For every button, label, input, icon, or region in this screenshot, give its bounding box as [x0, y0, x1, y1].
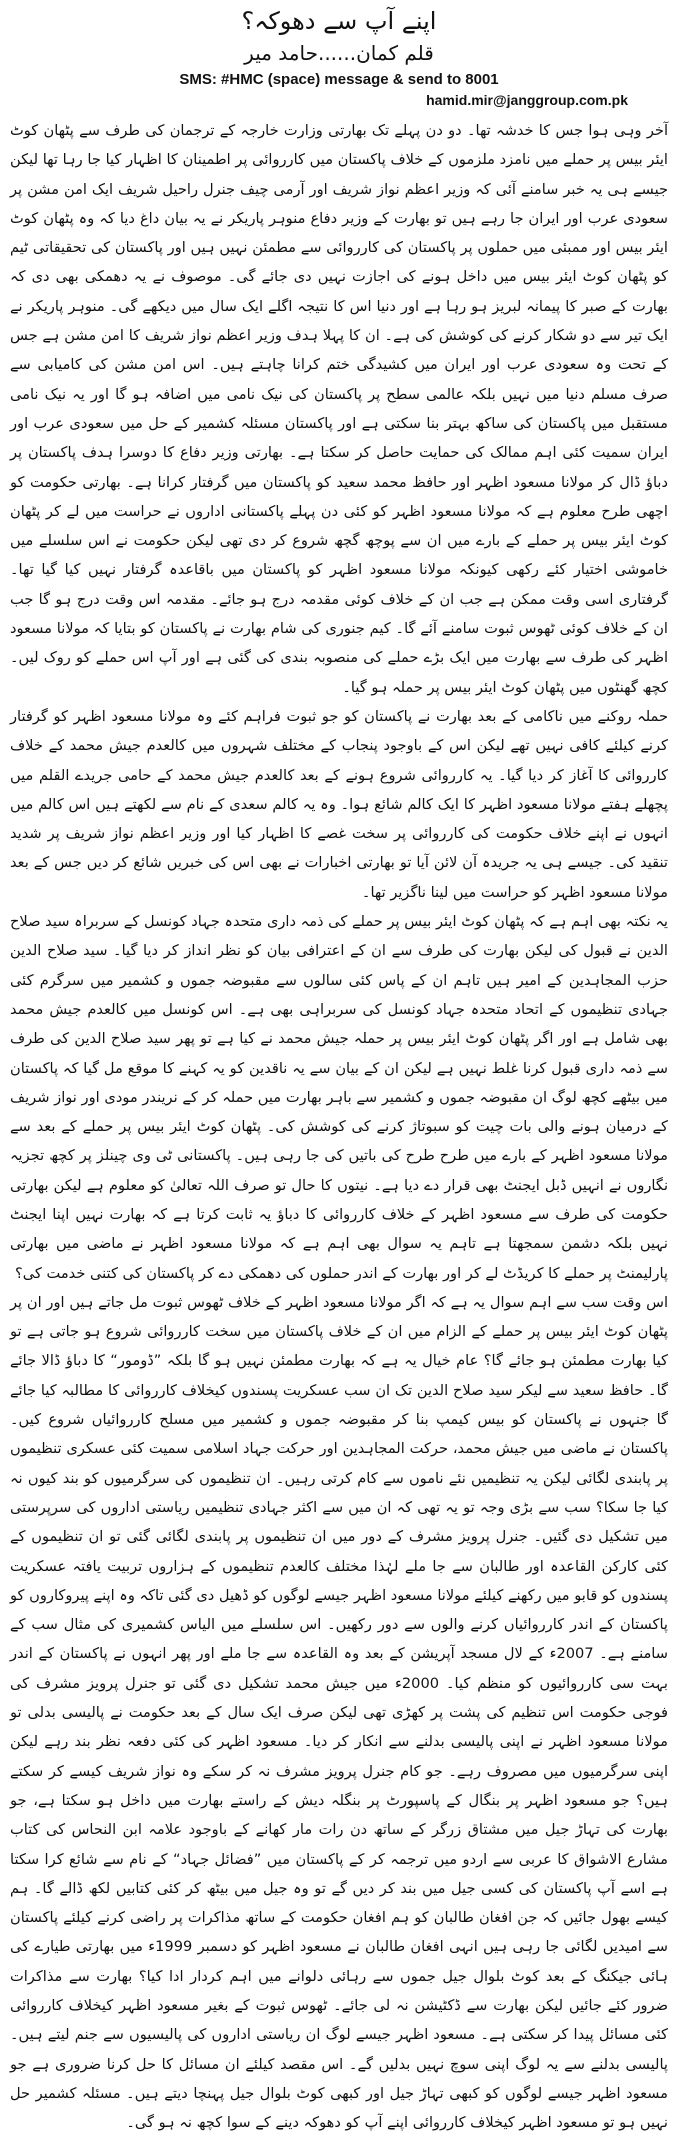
article-header	[10, 4, 668, 110]
paragraph-2: حملہ روکنے میں ناکامی کے بعد بھارت نے پاکستان کو جو ثبوت فراہم کئے وہ مولانا مسعود اظہر کو گرفتار کرنے کیلئے کافی نہیں تھے لیکن اس کے باوجود پنجاب کے مختلف شہروں میں کالعدم جیش محمد کے خلاف کارروائی کا آغاز کر دیا گیا۔ یہ کارروائی شروع ہونے کے بعد کالعدم جیش محمد کے حامی جریدے القلم میں پچھلے ہفتے مولانا مسعود اظہر کا ایک کالم شائع ہوا۔ وہ یہ کالم سعدی کے نام سے لکھتے ہیں اس کالم میں انہوں نے اپنے خلاف حکومت کی کارروائی پر سخت غصے کا اظہار کیا اور وزیر اعظم نواز شریف پر شدید تنقید کی۔ جیسے ہی یہ جریدہ آن لائن آیا تو بھارتی اخبارات نے بھی اس کی خبریں شائع کر دیں جس کے بعد مولانا مسعود اظہر کو حراست میں لینا ناگزیر تھا۔	[10, 707, 668, 901]
author-email: hamid.mir@janggroup.com.pk	[426, 92, 628, 108]
article-byline: قلم کمان......حامد میر	[244, 41, 434, 65]
paragraph-1: آخر وہی ہوا جس کا خدشہ تھا۔ دو دن پہلے تک بھارتی وزارت خارجہ کے ترجمان کی طرف سے پٹھان کوٹ ایئر بیس پر حملے میں نامزد ملزموں کے خلاف پاکستان میں کارروائی پر اطمینان کا اظہار کیا جا رہا تھا لیکن جیسے ہی یہ خبر سامنے آئی کہ وزیر اعظم نواز شریف اور آرمی چیف جنرل راحیل شریف ایک امن مشن پر سعودی عرب اور ایران جا رہے ہیں تو بھارت کے وزیر دفاع منوہر پاریکر نے یہ بیان داغ دیا کہ وہ پٹھان کوٹ ایئر بیس اور ممبئی میں حملوں پر پاکستان کی کارروائی سے مطمئن نہیں ہیں اور پاکستان کی تحقیقاتی ٹیم کو پٹھان کوٹ ایئر بیس میں داخل ہونے کی اجازت نہیں دی جائے گی۔ موصوف نے یہ دھمکی بھی دی کہ بھارت کے صبر کا پیمانہ لبریز ہو رہا ہے اور دنیا اس کا نتیجہ اگلے ایک سال میں دیکھے گی۔ منوہر پاریکر نے ایک تیر سے دو شکار کرنے کی کوشش کی ہے۔ ان کا پہلا ہدف وزیر اعظم نواز شریف کا امن مشن ہے جس کے تحت وہ سعودی عرب اور ایران میں کشیدگی ختم کرانا چاہتے ہیں۔ اس امن مشن کی کامیابی سے صرف مسلم دنیا میں نہیں بلکہ عالمی سطح پر پاکستان کی نیک نامی میں اضافہ ہو گا اور یہ نیک نامی مستقبل میں پاکستان کی ساکھ بہتر بنا سکتی ہے اور پاکستان مسئلہ کشمیر کے حل میں سعودی عرب اور ایران سمیت کئی اہم ممالک کی حمایت حاصل کر سکتا ہے۔ بھارتی وزیر دفاع کا دوسرا ہدف پاکستان پر دباؤ ڈال کر مولانا مسعود اظہر اور حافظ محمد سعید کو پاکستان میں گرفتار کرانا ہے۔ بھارتی حکومت کو اچھی طرح معلوم ہے کہ مولانا مسعود اظہر کو کئی دن پہلے پاکستانی اداروں نے حراست میں لے کر پٹھان کوٹ ایئر بیس پر حملے کے بارے میں ان سے پوچھ گچھ شروع کر دی تھی لیکن حکومت نے اس سلسلے میں خاموشی اختیار کئے رکھی کیونکہ مولانا مسعود اظہر کو پاکستان میں باقاعدہ گرفتار نہیں کیا گیا تھا۔ گرفتاری اسی وقت ممکن ہے جب ان کے خلاف کوئی مقدمہ درج ہو جائے۔ مقدمہ اس وقت درج ہو گا جب ان کے خلاف کوئی ٹھوس ثبوت سامنے آئے گا۔ کیم جنوری کی شام بھارت نے پاکستان کو بتایا کہ مولانا مسعود اظہر کی طرف سے بھارت میں ایک بڑے حملے کی منصوبہ بندی کی گئی ہے اور آپ اس حملے کو روک لیں۔ کچھ گھنٹوں میں پٹھان کوٹ ایئر بیس پر حملہ ہو گیا۔	[10, 122, 668, 696]
paragraph-4: اس وقت سب سے اہم سوال یہ ہے کہ اگر مولانا مسعود اظہر کے خلاف ٹھوس ثبوت مل جاتے ہیں اور ان پر پٹھان کوٹ ایئر بیس پر حملے کے الزام میں ان کے خلاف پاکستان میں سخت کارروائی شروع ہو جاتی ہے تو کیا بھارت مطمئن ہو جائے گا؟ عام خیال یہ ہے کہ بھارت مطمئن نہیں ہو گا بلکہ ”ڈومور“ کا دباؤ ڈالا جائے گا۔ حافظ سعید سے لیکر سید صلاح الدین تک ان سب عسکریت پسندوں کیخلاف کارروائی کا مطالبہ کیا جائے گا جنہوں نے پاکستان کو بیس کیمپ بنا کر مقبوضہ جموں و کشمیر میں مسلح کارروائیاں شروع کیں۔ پاکستان نے ماضی میں جیش محمد، حرکت المجاہدین اور حرکت جہاد اسلامی سمیت کئی عسکری تنظیموں پر پابندی لگائی لیکن یہ تنظیمیں نئے ناموں سے کام کرتی رہیں۔ ان تنظیموں کی سرگرمیوں کو بند کیوں نہ کیا جا سکا؟ سب سے بڑی وجہ تو یہ تھی کہ ان میں سے اکثر جہادی تنظیمیں ریاستی اداروں کی سرپرستی میں تشکیل دی گئیں۔ جنرل پرویز مشرف کے دور میں ان تنظیموں پر پابندی لگائی گئی تو ان تنظیموں کے کئی کارکن القاعدہ اور طالبان سے جا ملے لہٰذا مختلف کالعدم تنظیموں کے ہزاروں تربیت یافتہ عسکریت پسندوں کو قابو میں رکھنے کیلئے مولانا مسعود اظہر جیسے لوگوں کو ڈھیل دی گئی تاکہ وہ اپنے پیروکاروں کو پاکستان کے اندر کارروائیاں کرنے والوں سے دور رکھیں۔ اس سلسلے میں الیاس کشمیری کی مثال سب کے سامنے ہے۔ 2007ء کے لال مسجد آپریشن کے بعد وہ القاعدہ سے جا ملے اور پھر انہوں نے پاکستان کے اندر بہت سی کارروائیوں کو منظم کیا۔ 2000ء میں جیش محمد تشکیل دی گئی تو جنرل پرویز مشرف کی فوجی حکومت اس تنظیم کی پشت پر کھڑی تھی لیکن صرف ایک سال کے بعد حکومت نے پالیسی بدلی تو مولانا مسعود اظہر نے اپنی پالیسی بدلنے سے انکار کر دیا۔ مسعود اظہر کی کئی دفعہ نظر بند رہے لیکن اپنی سرگرمیوں میں مصروف رہے۔ جو کام جنرل پرویز مشرف نہ کر سکے وہ نواز شریف کیسے کر سکتے ہیں؟ جو مسعود اظہر پر بنگال کے پاسپورٹ پر بنگلہ دیش کے راستے بھارت میں داخل ہو سکتا ہے، جو بھارت کی تہاڑ جیل میں مشتاق زرگر کے ساتھ دن رات مار کھانے کے باوجود علامہ ابن النحاس کی کتاب مشارع الاشواق کا عربی سے اردو میں ترجمہ کر کے پاکستان میں ”فضائل جہاد“ کے نام سے شائع کرا سکتا ہے اسے آپ پاکستان کی کسی جیل میں بند کر دیں گے تو وہ جیل میں بیٹھ کر کئی کتابیں لکھ ڈالے گا۔ ہم کیسے بھول جائیں کہ جن افغان طالبان کو ہم افغان حکومت کے ساتھ مذاکرات پر راضی کرنے کیلئے پاکستان سے امیدیں لگائی جا رہی ہیں انہی افغان طالبان نے مسعود اظہر کو دسمبر 1999ء میں بھارتی طیارے کی ہائی جیکنگ کے بعد کوٹ بلوال جیل جموں سے رہائی دلوانے میں اہم کردار ادا کیا؟ بھارت سے مذاکرات ضرور کئے جائیں لیکن بھارت سے ڈکٹیشن نہ لی جائے۔ ٹھوس ثبوت کے بغیر مسعود اظہر کیخلاف کارروائی کئی مسائل پیدا کر سکتی ہے۔ مسعود اظہر جیسے لوگ ان ریاستی اداروں کی پالیسیوں سے جنم لیتے ہیں۔ پالیسی بدلنے سے یہ لوگ اپنی سوچ نہیں بدلیں گے۔ اس مقصد کیلئے ان مسائل کا حل کرنا ضروری ہے جو مسعود اظہر جیسے لوگوں کو کبھی تہاڑ جیل اور کبھی کوٹ بلوال جیل پہنچا دیتے ہیں۔ مسئلہ کشمیر حل نہیں ہو تو مسعود اظہر کیخلاف کارروائی اپنے آپ کو دھوکہ دینے کے سوا کچھ نہ ہو گی۔	[10, 1293, 668, 2132]
sms-line: SMS: #HMC (space) message & send to 8001	[179, 71, 499, 88]
paragraph-3: یہ نکتہ بھی اہم ہے کہ پٹھان کوٹ ایئر بیس پر حملے کی ذمہ داری متحدہ جہاد کونسل کے سربراہ سید صلاح الدین نے قبول کی لیکن بھارت کی طرف سے ان کے اعترافی بیان کو نظر انداز کر دیا گیا۔ سید صلاح الدین حزب المجاہدین کے امیر ہیں تاہم ان کے پاس کئی سالوں سے مقبوضہ جموں و کشمیر میں سرگرم کئی جہادی تنظیموں کے اتحاد متحدہ جہاد کونسل کی سربراہی بھی ہے۔ اس کونسل میں کالعدم جیش محمد بھی شامل ہے اور اگر پٹھان کوٹ ایئر بیس پر حملہ جیش محمد نے کیا ہے تو پھر سید صلاح الدین کی طرف سے ذمہ داری قبول کرنا غلط نہیں ہے لیکن ان کے بیان سے یہ ناقدین کو یہ کہنے کا موقع مل گیا کہ پاکستان میں بیٹھے کچھ لوگ ان مقبوضہ جموں و کشمیر سے باہر بھارت میں حملہ کر کے نریندر مودی اور نواز شریف کے درمیان ہونے والی بات چیت کو سبوتاژ کرنے کی کوشش کی۔ پٹھان کوٹ ایئر بیس پر حملے کے بعد سے مولانا مسعود اظہر کے بارے میں طرح طرح کی باتیں کی جا رہی ہیں۔ پاکستانی ٹی وی چینلز پر کچھ تجزیہ نگاروں نے انہیں ڈبل ایجنٹ بھی قرار دے دیا ہے۔ نیتوں کا حال تو صرف اللہ تعالیٰ کو معلوم ہے لیکن بھارتی حکومت کی طرف سے مسعود اظہر کے خلاف کارروائی کا دباؤ یہ ثابت کرتا ہے کہ بھارت نہیں اپنا ایجنٹ نہیں بلکہ دشمن سمجھتا ہے تاہم یہ سوال بھی اہم ہے کہ مولانا مسعود اظہر نے ماضی میں بھارتی پارلیمنٹ پر حملے کا کریڈٹ لے کر اور بھارت کے اندر حملوں کی دھمکی دے کر پاکستان کی کتنی خدمت کی؟	[10, 913, 668, 1282]
article-title: اپنے آپ سے دھوکہ؟	[241, 7, 437, 35]
article-body	[10, 116, 668, 2137]
